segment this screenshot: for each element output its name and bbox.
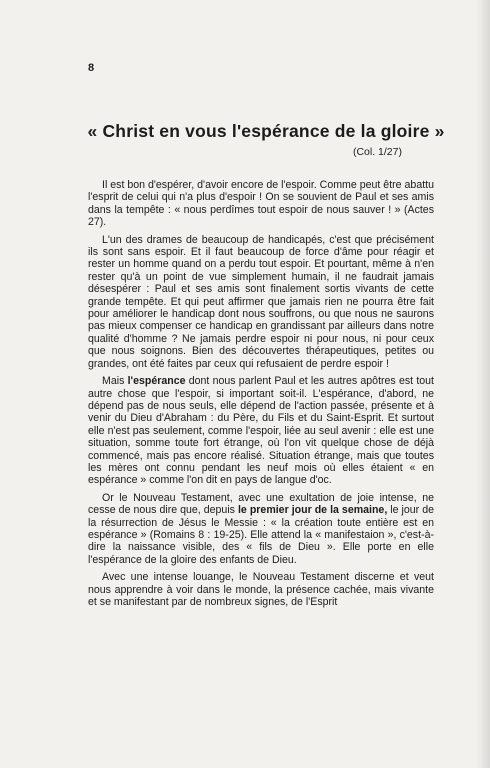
- page-edge-shadow: [476, 0, 490, 768]
- paragraph-1: [88, 179, 434, 229]
- paragraph-text: Mais: [102, 375, 128, 388]
- paragraph-text: dont nous parlent Paul et les autres apôtres est tout autre chose que l'espoir, si important soit-il. L'espérance, d'abord, ne dépend pas de nous seuls, elle dépend de l'action passée, présente et à venir du Dieu d'Abraham : du Père, du Fils et du Saint-Esprit. Et surtout elle n'est pas seulement, comme l'espoir, liée au seul avenir : elle est une situation, somme toute fort étrange, où l'on vit quelque chose de déjà commencé, mais pas encore réalisé. Situation étrange, mais que toutes les mères ont connu pendant les neuf mois où elles étaient « en espérance » comme l'on dit en pays de langue d'oc.: [88, 375, 435, 487]
- paragraph-5: [88, 571, 434, 608]
- scripture-reference: (Col. 1/27): [352, 146, 402, 158]
- paragraph-text: Or le Nouveau Testament, avec une exultation de joie intense, ne cesse de nous dire que, depuis: [88, 491, 434, 517]
- paragraph-text: Avec une intense louange, le Nouveau Testament discerne et veut nous apprendre à voir dans le monde, la présence cachée, mais vivante et se manifestant par de nombreux signes, de l'Esprit: [88, 571, 434, 608]
- article-title: « Christ en vous l'espérance de la gloire »: [87, 121, 445, 141]
- page-number: 8: [88, 62, 95, 74]
- paragraph-text: le jour de la résurrection de Jésus le Messie : « la création toute entière est en espérance » (Romains 8 : 19-25). Elle attend la « manifestaion », c'est-à-dire la naissance visible, des « fils de Dieu ». Elle porte en elle l'espérance de la gloire des enfants de Dieu.: [88, 504, 434, 566]
- paragraph-3: [88, 375, 434, 487]
- paragraph-4: [88, 492, 434, 566]
- paragraph-2: [88, 234, 434, 370]
- paragraph-text: L'un des drames de beaucoup de handicapés, c'est que précisément ils sont sans espoir. Et il faut beaucoup de force d'âme pour réagir et rester un homme quand on a perdu tout espoir. Et pourtant, même à n'en rester qu'à un point de vue simplement humain, il ne faudrait jamais désespérer : Paul et ses amis sont finalement sortis vivants de cette grande tempête. Et qui peut affirmer que jamais rien ne pourra être fait pour améliorer le handicap dont nous souffrons, ou que nous ne saurons pas mieux compenser ce handicap en grandissant par ailleurs dans notre qualité d'homme ? Ne jamais perdre espoir ni pour nous, ni pour ceux que nous soignons. Bien des découvertes thérapeutiques, petites ou grandes, ont été faites par ceux qui refusaient de perdre espoir !: [88, 233, 434, 370]
- emphasis-text: l'espérance: [127, 375, 186, 388]
- article-body: [88, 179, 434, 613]
- paragraph-text: Il est bon d'espérer, d'avoir encore de l'espoir. Comme peut être abattu l'esprit de celui qui n'a plus d'espoir ! On se souvient de Paul et ses amis dans la tempête : « nous perdîmes tout espoir de nous sauver ! » (Actes 27).: [88, 179, 434, 229]
- emphasis-text: le premier jour de la semaine,: [237, 504, 388, 517]
